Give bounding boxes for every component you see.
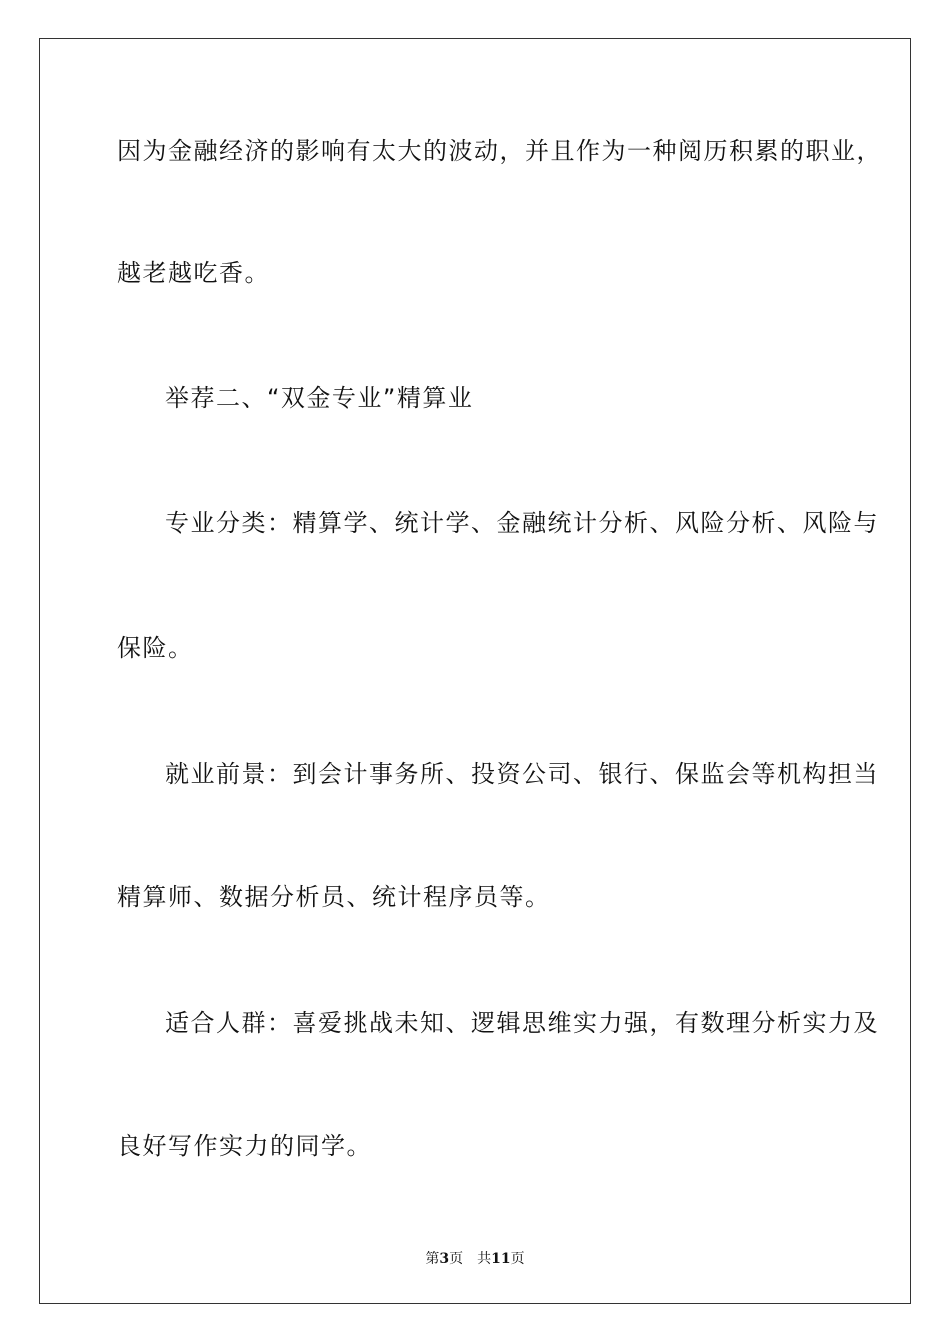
total-pages: 11 bbox=[491, 1251, 511, 1267]
page-suffix: 页 bbox=[449, 1251, 464, 1267]
body-text-line: 因为金融经济的影响有太大的波动，并且作为一种阅历积累的职业， bbox=[117, 137, 882, 165]
body-text-line: 适合人群：喜爱挑战未知、逻辑思维实力强，有数理分析实力及 bbox=[165, 1009, 879, 1037]
body-text-line: 良好写作实力的同学。 bbox=[117, 1132, 372, 1160]
total-prefix: 共 bbox=[477, 1251, 492, 1267]
body-text-line: 精算师、数据分析员、统计程序员等。 bbox=[117, 883, 551, 911]
page-prefix: 第 bbox=[425, 1251, 440, 1267]
page-number: 3 bbox=[439, 1251, 450, 1267]
body-text-line: 专业分类：精算学、统计学、金融统计分析、风险分析、风险与 bbox=[165, 509, 879, 537]
page-footer bbox=[0, 1248, 950, 1268]
section-heading: 举荐二、“双金专业”精算业 bbox=[165, 384, 474, 412]
body-text-line: 保险。 bbox=[117, 634, 194, 662]
body-text-line: 就业前景：到会计事务所、投资公司、银行、保监会等机构担当 bbox=[165, 760, 879, 788]
body-text-line: 越老越吃香。 bbox=[117, 259, 270, 287]
page-border bbox=[39, 38, 911, 1304]
total-suffix: 页 bbox=[510, 1251, 525, 1267]
